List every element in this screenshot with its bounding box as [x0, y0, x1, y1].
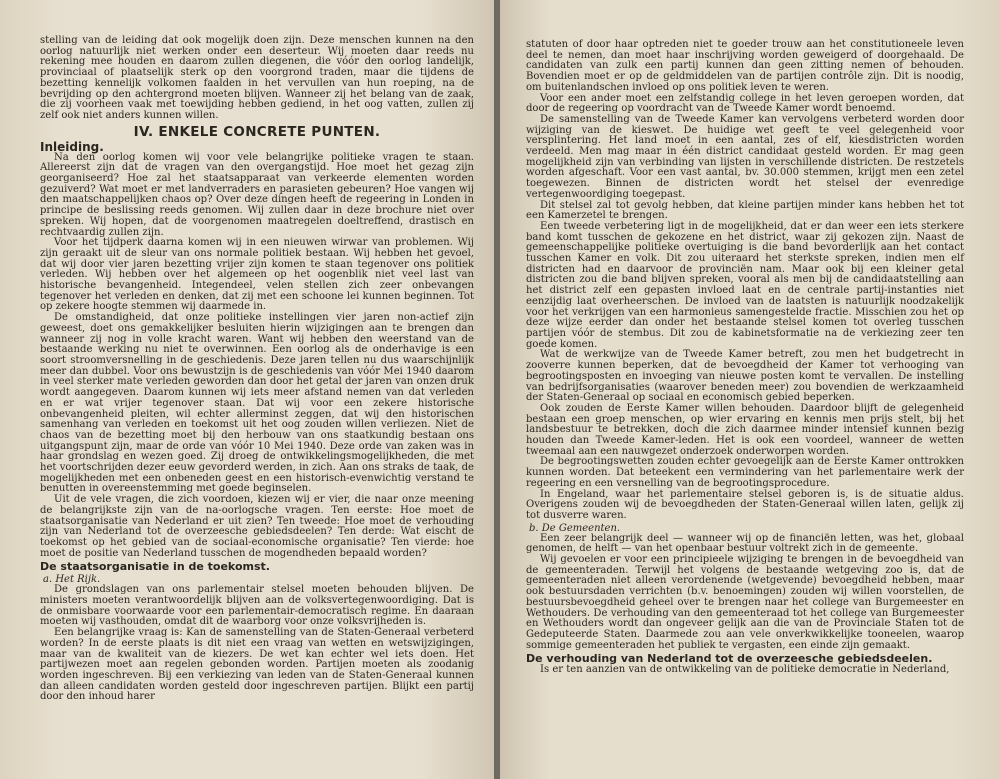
paragraph: Uit de vele vragen, die zich voordoen, kiezen wij er vier, die naar onze meening de belangrijkste zijn van de na-oorlogsche vragen. Ten eerste: Hoe moet de staatsorganisatie van Nederland er uit zien? Ten tweede: Hoe moet de verhouding zijn van Nederland tot de overzeesche gebiedsdeelen? Ten derde: Wat eischt de toekomst op het gebied van de sociaal-economische organisatie? Ten vierde: hoe moet de positie van Nederland tusschen de mogendheden bepaald worden? [40, 494, 474, 559]
paragraph: Wij gevoelen er voor een principieele wijziging te brengen in de bevoegdheid van de gemeenteraden. Terwijl het volgens de bestaande wetgeving zoo is, dat de gemeenteraden niet alleen verordenende (wetgevende) bevoegdheid hebben, maar ook bestuursdaden verrichten (b.v. benoemingen) zouden wij willen voorstellen, de bestuursbevoegdheid geheel over te brengen naar het college van Burgemeester en Wethouders. De verhouding van den gemeenteraad tot het college van Burgemeester en Wethouders wordt dan ongeveer gelijk aan die van de Provinciale Staten tot de Gedeputeerde Staten. Daarmede zou aan vele onverkwikkelijke tooneelen, waarop sommige gemeenteraden het publiek te vergasten, een einde zijn gemaakt. [526, 554, 964, 651]
paragraph: Ook zouden de Eerste Kamer willen behouden. Daardoor blijft de gelegenheid bestaan een groep menschen, op wier ervaring en kennis men prijs stelt, bij het landsbestuur te betrekken, doch die zich daarmee minder intensief kunnen bezig houden dan Tweede Kamer-leden. Het is ook een voordeel, wanneer de wetten tweemaal aan een nauwgezet onderzoek onderworpen worden. [526, 402, 964, 457]
subsection-heading: a. Het Rijk. [43, 574, 101, 586]
paragraph: Is er ten aanzien van de ontwikkeling van de politieke democratie in Nederland, [540, 664, 950, 676]
paragraph: Een belangrijke vraag is: Kan de samenstelling van de Staten-Generaal verbeterd worden? In de eerste plaats is dit niet een vraag van wetten en wetswijzigingen, maar van de kwaliteit van de kiezers. De wet kan echter wel iets doen. Het partijwezen moet aan regelen gebonden worden. Partijen moeten als zoodanig worden ingeschreven. Bij een verkiezing van leden van de Staten-Generaal kunnen dan alleen candidaten worden gesteld door ingeschreven partijen. Blijkt een partij door den inhoud harer [40, 627, 474, 703]
paragraph: De grondslagen van ons parlementair stelsel moeten behouden blijven. De ministers moeten verantwoordelijk blijven aan de volksvertegenwoordiging. Dat is de onmisbare voorwaarde voor een parlementair-democratisch regime. En daaraan moeten wij vasthouden, omdat dit de waarborg voor onze volksvrijheden is. [40, 584, 474, 628]
paragraph: Een tweede verbetering ligt in de mogelijkheid, dat er dan weer een iets sterkere band komt tusschen de gekozene en het district, waar zij gekozen zijn. Naast de gemeenschappelijke politieke overtuiging is die band bevorderlijk aan het contact tusschen Kamer en volk. Dit zou uiteraard het sterkste spreken, indien men elf districten had en daarvoor de provinciën nam. Maar ook bij een kleiner getal districten zou die band blijven spreken, vooral als men bij de candidaatstelling aan het district zelf een gepasten invloed laat en de centrale partij-instanties niet eenzijdig laat overheerschen. De invloed van de laatsten is natuurlijk noodzakelijk voor het verkrijgen van een harmonieus samengestelde fractie. Misschien zou het op deze wijze eerder dan onder het bestaande stelsel komen tot overleg tusschen partijen vóór de stembus. Dit zou de kabinetsformatie na de verkiezing zeer ten goede komen. [526, 220, 964, 350]
paragraph: stelling van de leiding dat ook mogelijk doen zijn. Deze menschen kunnen na den oorlog natuurlijk niet werken onder een deserteur. Wij moeten daar reeds nu rekening mee houden en daarom zullen diegenen, die vóór den oorlog landelijk, provinciaal of plaatselijk sterk op den voorgrond traden, maar die tijdens de bezetting kennelijk volkomen faalden in het vervullen van hun roeping, na de bevrijding op den achtergrond moeten blijven. Wanneer zij het belang van de zaak, die zij voorheen vaak met toewijding hebben gediend, in het oog vatten, zullen zij zelf ook niet anders kunnen willen. [40, 35, 474, 121]
paragraph: De samenstelling van de Tweede Kamer kan vervolgens verbeterd worden door wijziging van de kieswet. De huidige wet geeft te veel gelegenheid voor versplintering. Het land moet in een aantal, zes of elf, kiesdistricten worden verdeeld. Men mag maar in één district candidaat gesteld worden. Er mag geen mogelijkheid zijn van verbinding van lijsten in verschillende districten. De restzetels worden afgeschaft. Voor een vast aantal, bv. 30.000 stemmen, krijgt men een zetel toegewezen. Binnen de districten wordt het stelsel der evenredige vertegenwoordiging toegepast. [526, 113, 964, 200]
paragraph: De omstandigheid, dat onze politieke instellingen vier jaren non-actief zijn geweest, doet ons gemakkelijker besluiten hierin wijzigingen aan te brengen dan wanneer zij nog in volle kracht waren. Want wij hebben den weerstand van de bestaande werking nu niet te overwinnen. Een oorlog als de onderhavige is een soort stroomversnelling in de geschiedenis. Deze jaren tellen nu dus waarschijnlijk meer dan dubbel. Voor ons bewustzijn is de geschiedenis van vóór Mei 1940 daarom in veel sterker mate verleden geworden dan door het getal der jaren van onzen druk wordt aangegeven. Daarom kunnen wij iets meer afstand nemen van dat verleden en er wat vrijer tegenover staan. Dat wij voor een zekere historische onbevangenheid pleiten, wil echter allerminst zeggen, dat wij den historischen samenhang van verleden en toekomst uit het oog zouden willen verliezen. Niet de chaos van de bezetting moet bij den herbouw van ons staatkundig bestaan ons uitgangspunt zijn, maar de orde van vóór 10 Mei 1940. Deze orde van zaken was in haar grondslag en wezen goed. Zij droeg de ontwikkelingsmogelijkheden, die met het voortschrijden dezer eeuw gevorderd werden, in zich. Aan ons straks de taak, de mogelijkheden met een onbeneden geest en een historisch-evenwichtig verstand te benutten in overeenstemming met goede beginselen. [40, 312, 474, 495]
paragraph: Wat de werkwijze van de Tweede Kamer betreft, zou men het budgetrecht in zooverre kunnen beperken, dat de bevoegdheid der Kamer tot verhooging van begrootingsposten en invoeging van nieuwe posten komt te vervallen. De instelling van bedrijfsorganisaties (waarover beneden meer) zou bovendien de werkzaamheid der Staten-Generaal op sociaal en economisch gebied beperken. [526, 349, 964, 404]
paragraph: Een zeer belangrijk deel — wanneer wij op de financiën letten, was het, globaal genomen, de helft — van het openbaar bestuur voltrekt zich in de gemeente. [526, 532, 964, 555]
section-heading: De staatsorganisatie in de toekomst. [40, 560, 270, 574]
paragraph: De begrootingswetten zouden echter gevoegelijk aan de Eerste Kamer onttrokken kunnen worden. Dat beteekent een vermindering van het parlementaire werk der regeering en een versnelling van de begrootingsprocedure. [526, 456, 964, 489]
section-heading: De verhouding van Nederland tot de overzeesche gebiedsdeelen. [526, 652, 933, 666]
subsection-heading: b. De Gemeenten. [529, 522, 621, 534]
chapter-title: IV. ENKELE CONCRETE PUNTEN. [133, 123, 381, 140]
paragraph: statuten of door haar optreden niet te goeder trouw aan het constitutioneele leven deel te nemen, dan moet haar inschrijving worden geweigerd of doorgehaald. De candidaten van zulk een partij kunnen dan geen zitting nemen of behouden. Bovendien moet er op de geldmiddelen van de partijen contrôle zijn. Dit is noodig, om buitenlandschen invloed op ons politiek leven te weren. [526, 39, 964, 93]
paragraph: Voor een ander moet een zelfstandig college in het leven geroepen worden, dat door de regeering op voordracht van de Tweede Kamer wordt benoemd. [526, 92, 964, 115]
left-page [0, 0, 496, 779]
paragraph: Na den oorlog komen wij voor vele belangrijke politieke vragen te staan. Allereerst zijn dat de vragen van den overgangstijd. Hoe moet het gezag zijn georganiseerd? Hoe zal het staatsapparaat van verkeerde elementen worden gezuiverd? Wat moet er met landverraders en parasieten gebeuren? Hoe vangen wij den maatschappelijken chaos op? Over deze dingen heeft de regeering in Londen in principe de beslissing reeds genomen. Wij zullen daar in deze brochure niet over spreken. Wij hopen, dat de voorgenomen maatregelen doeltreffend, drastisch en rechtvaardig zullen zijn. [40, 151, 474, 238]
paragraph: In Engeland, waar het parlementaire stelsel geboren is, is de situatie aldus. Overigens zouden wij de bevoegdheden der Staten-Generaal willen laten, gelijk zij tot dusverre waren. [526, 488, 964, 521]
paragraph: Voor het tijdperk daarna komen wij in een nieuwen wirwar van problemen. Wij zijn geraakt uit de sleur van ons normale politiek bestaan. Wij hebben het gevoel, dat wij door vier jaren bezetting vrijer zijn komen te staan tegenover ons politiek verleden. Wij hebben over het algemeen op het oogenblik niet veel last van historische bevangenheid. Integendeel, velen stellen zich zeer onbevangen tegenover het verleden en denken, dat zij met een schoone lei kunnen beginnen. Tot op zekere hoogte stemmen wij daarmede in. [40, 237, 474, 313]
paragraph: Dit stelsel zal tot gevolg hebben, dat kleine partijen minder kans hebben het tot een Kamerzetel te brengen. [526, 199, 964, 222]
right-page [500, 0, 1000, 779]
intro-heading: Inleiding. [40, 139, 104, 154]
